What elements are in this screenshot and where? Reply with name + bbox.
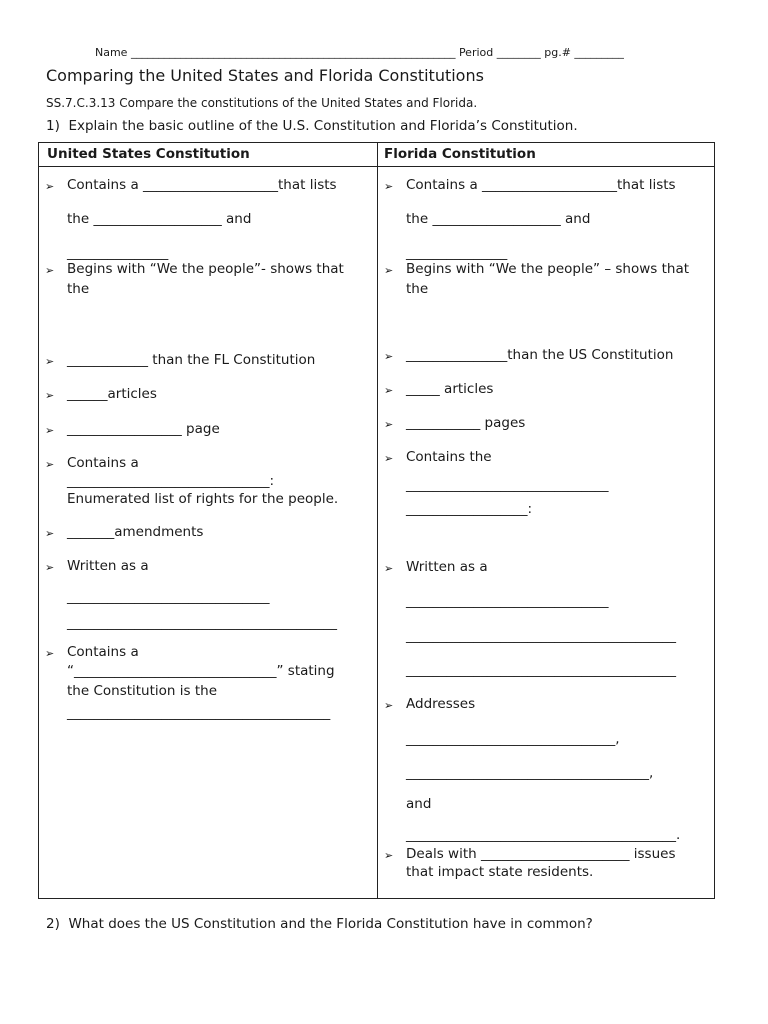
fl-contains-blank[interactable]: Contains a ____________________that lists (406, 177, 676, 193)
fl-preamble-item: Begins with “We the people” – shows that (406, 261, 690, 277)
us-preamble-item: Begins with “We the people”- shows that (67, 261, 344, 277)
fl-written-as-blank-2[interactable]: ________________________________________ (406, 628, 676, 644)
fl-length-blank[interactable]: _______________than the US Constitution (406, 347, 674, 363)
florida-constitution-header: Florida Constitution (384, 146, 536, 162)
fl-contains-the-item: Contains the (406, 449, 492, 465)
bullet-arrow-icon: ➢ (384, 264, 394, 277)
bullet-arrow-icon: ➢ (384, 699, 394, 712)
bullet-arrow-icon: ➢ (45, 647, 55, 660)
fl-pages-blank[interactable]: ___________ pages (406, 415, 526, 431)
question-2: 2) What does the US Constitution and the Florida Constitution have in common? (46, 916, 593, 932)
fl-declaration-blank-2[interactable]: __________________: (406, 501, 533, 517)
us-written-as-blank-1[interactable]: ______________________________ (67, 589, 270, 605)
bullet-arrow-icon: ➢ (384, 562, 394, 575)
fl-issues-cont: that impact state residents. (406, 864, 594, 880)
us-supremacy-item: Contains a (67, 644, 139, 660)
us-contains-a-item: Contains a (67, 455, 139, 471)
fl-lists-blank[interactable]: the ___________________ and (406, 211, 591, 227)
fl-addresses-item: Addresses (406, 696, 476, 712)
us-supremacy-blank-2[interactable]: _______________________________________ (67, 705, 331, 721)
bullet-arrow-icon: ➢ (384, 452, 394, 465)
fl-written-as-blank-3[interactable]: ________________________________________ (406, 662, 676, 678)
us-articles-blank[interactable]: ______articles (67, 386, 157, 402)
us-supremacy-cont: the Constitution is the (67, 683, 217, 699)
bullet-arrow-icon: ➢ (384, 849, 394, 862)
bullet-arrow-icon: ➢ (45, 264, 55, 277)
fl-lists-blank-2[interactable]: _______________ (406, 245, 508, 261)
bullet-arrow-icon: ➢ (384, 418, 394, 431)
us-written-as-item: Written as a (67, 558, 149, 574)
fl-written-as-item: Written as a (406, 559, 488, 575)
bullet-arrow-icon: ➢ (384, 180, 394, 193)
question-1: 1) Explain the basic outline of the U.S. Constitution and Florida’s Constitution. (46, 118, 578, 134)
name-period-page-line[interactable]: Name ___________________________________________________________ Period ________ pg.# _________ (95, 46, 624, 59)
us-lists-blank[interactable]: the ___________________ and (67, 211, 252, 227)
bullet-arrow-icon: ➢ (45, 458, 55, 471)
us-rights-description: Enumerated list of rights for the people. (67, 491, 339, 507)
header-divider (39, 166, 714, 167)
bullet-arrow-icon: ➢ (45, 424, 55, 437)
bullet-arrow-icon: ➢ (45, 355, 55, 368)
us-length-blank[interactable]: ____________ than the FL Constitution (67, 352, 316, 368)
fl-addresses-blank-3[interactable]: ________________________________________. (406, 827, 681, 843)
fl-addresses-blank-1[interactable]: _______________________________, (406, 731, 620, 747)
us-contains-blank[interactable]: Contains a ____________________that lists (67, 177, 337, 193)
us-preamble-item-cont: the (67, 281, 90, 297)
fl-articles-blank[interactable]: _____ articles (406, 381, 494, 397)
us-amendments-blank[interactable]: _______amendments (67, 524, 204, 540)
us-page-blank[interactable]: _________________ page (67, 421, 220, 437)
us-written-as-blank-2[interactable]: ________________________________________ (67, 615, 337, 631)
fl-addresses-blank-2[interactable]: ____________________________________, (406, 765, 654, 781)
bullet-arrow-icon: ➢ (45, 389, 55, 402)
column-divider (377, 143, 378, 898)
us-supremacy-blank[interactable]: “______________________________” stating (67, 663, 335, 679)
fl-declaration-blank-1[interactable]: ______________________________ (406, 477, 609, 493)
standard-text: SS.7.C.3.13 Compare the constitutions of the United States and Florida. (46, 96, 478, 110)
us-bill-of-rights-blank[interactable]: ______________________________: (67, 473, 275, 489)
bullet-arrow-icon: ➢ (384, 350, 394, 363)
bullet-arrow-icon: ➢ (45, 561, 55, 574)
fl-written-as-blank-1[interactable]: ______________________________ (406, 593, 609, 609)
us-lists-blank-2[interactable]: _______________ (67, 245, 169, 261)
us-constitution-header: United States Constitution (47, 146, 250, 162)
bullet-arrow-icon: ➢ (384, 384, 394, 397)
fl-preamble-item-cont: the (406, 281, 429, 297)
bullet-arrow-icon: ➢ (45, 180, 55, 193)
fl-addresses-and: and (406, 796, 432, 812)
bullet-arrow-icon: ➢ (45, 527, 55, 540)
page-title: Comparing the United States and Florida Constitutions (46, 66, 484, 85)
fl-issues-blank[interactable]: Deals with ______________________ issues (406, 846, 676, 862)
